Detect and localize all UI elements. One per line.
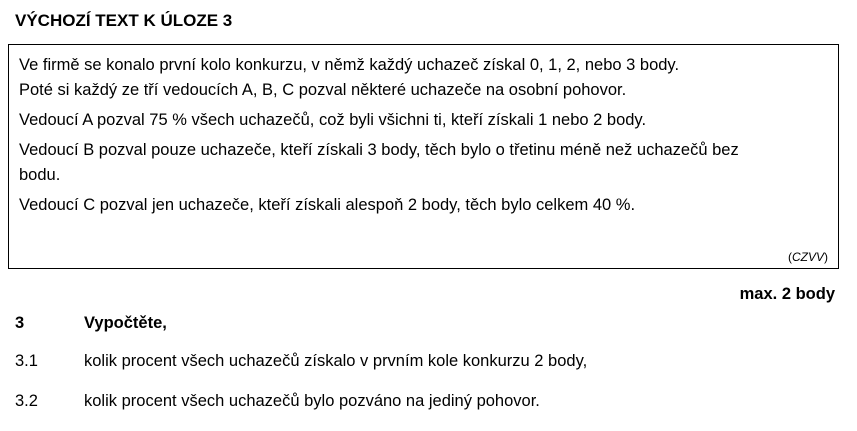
source-paren-close: ) — [824, 250, 828, 264]
subtask-item — [15, 352, 587, 371]
paragraph-line: Poté si každý ze tří vedoucích A, B, C pozval některé uchazeče na osobní pohovor. — [19, 81, 627, 99]
subtask-text: kolik procent všech uchazečů získalo v prvním kole konkurzu 2 body, — [84, 352, 588, 370]
source-paren-open: ( — [787, 250, 792, 264]
paragraph-intro — [19, 53, 838, 103]
section-heading: VÝCHOZÍ TEXT K ÚLOZE 3 — [15, 11, 233, 30]
subtask-item — [15, 392, 540, 411]
task-title: Vypočtěte, — [84, 314, 167, 332]
max-points-label: max. 2 body — [739, 285, 835, 303]
subtask-number: 3.2 — [15, 392, 38, 410]
subtask-number: 3.1 — [15, 352, 38, 370]
paragraph-line: Ve firmě se konalo první kolo konkurzu, v němž každý uchazeč získal 0, 1, 2, nebo 3 body. — [19, 56, 680, 74]
source-text-box — [8, 44, 839, 269]
paragraph-leader-a: Vedoucí A pozval 75 % všech uchazečů, což byli všichni ti, kteří získali 1 nebo 2 body. — [19, 111, 647, 129]
subtask-text: kolik procent všech uchazečů bylo pozváno na jediný pohovor. — [84, 392, 540, 410]
paragraph-leader-c: Vedoucí C pozval jen uchazeče, kteří získali alespoň 2 body, těch bylo celkem 40 %. — [19, 196, 636, 214]
task-number: 3 — [15, 314, 25, 332]
paragraph-leader-b: Vedoucí B pozval pouze uchazeče, kteří získali 3 body, těch bylo o třetinu méně než uchazečů bez bodu. — [19, 141, 739, 184]
source-name: CZVV — [791, 250, 824, 264]
source-attribution — [788, 250, 828, 264]
